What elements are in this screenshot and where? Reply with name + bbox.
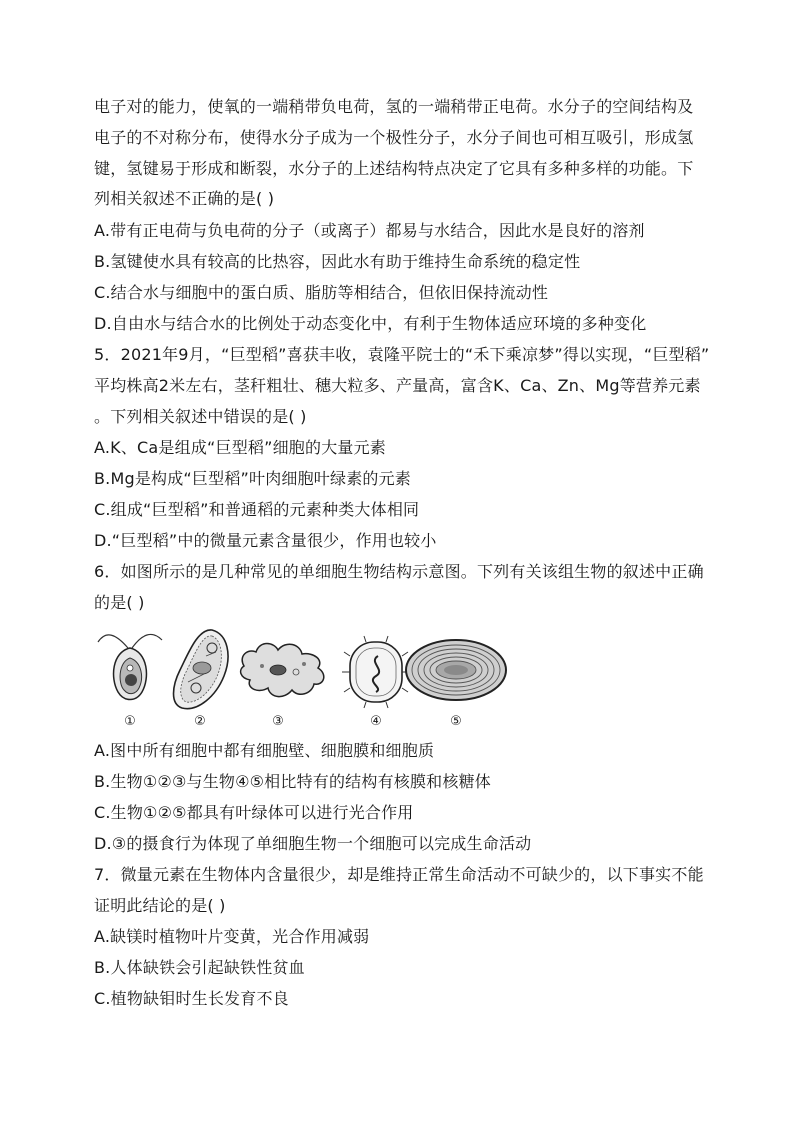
question-7-stem: 证明此结论的是( ) <box>94 896 226 915</box>
organism-label-3: ③ <box>272 714 284 729</box>
option-b: B.Mg是构成“巨型稻”叶肉细胞叶绿素的元素 <box>94 469 412 488</box>
option-d: D.自由水与结合水的比例处于动态变化中，有利于生物体适应环境的多种变化 <box>94 314 647 333</box>
text-line: 电子对的能力，使氧的一端稍带负电荷，氢的一端稍带正电荷。水分子的空间结构及 <box>94 97 694 116</box>
question-prompt: 列相关叙述不正确的是( ) <box>94 189 275 208</box>
option-b: B.生物①②③与生物④⑤相比特有的结构有核膜和核糖体 <box>94 772 491 791</box>
organism-label-5: ⑤ <box>450 714 462 729</box>
question-7-stem: 7．微量元素在生物体内含量很少，却是维持正常生命活动不可缺少的，以下事实不能 <box>94 865 704 884</box>
single-cell-organisms-figure <box>96 626 696 734</box>
chlamydomonas-drawing <box>96 626 166 714</box>
question-5-stem: 。下列相关叙述中错误的是( ) <box>94 407 307 426</box>
amoeba-drawing <box>234 626 334 714</box>
option-d: D.“巨型稻”中的微量元素含量很少，作用也较小 <box>94 531 437 550</box>
option-b: B.人体缺铁会引起缺铁性贫血 <box>94 958 305 977</box>
option-a: A.带有正电荷与负电荷的分子（或离子）都易与水结合，因此水是良好的溶剂 <box>94 221 645 240</box>
organism-5-figure <box>402 626 512 734</box>
option-a: A.缺镁时植物叶片变黄，光合作用减弱 <box>94 927 370 946</box>
option-c: C.结合水与细胞中的蛋白质、脂肪等相结合，但依旧保持流动性 <box>94 283 549 302</box>
text-line: 键，氢键易于形成和断裂，水分子的上述结构特点决定了它具有多种多样的功能。下 <box>94 159 694 178</box>
organism-label-2: ② <box>194 714 206 729</box>
organism-3-figure <box>234 626 334 734</box>
option-a: A.图中所有细胞中都有细胞壁、细胞膜和细胞质 <box>94 741 435 760</box>
option-c: C.生物①②⑤都具有叶绿体可以进行光合作用 <box>94 803 414 822</box>
organism-label-1: ① <box>124 714 136 729</box>
organism-label-4: ④ <box>370 714 382 729</box>
option-a: A.K、Ca是组成“巨型稻”细胞的大量元素 <box>94 438 386 457</box>
question-5-stem: 5．2021年9月，“巨型稻”喜获丰收，袁隆平院士的“禾下乘凉梦”得以实现，“巨型稻” <box>94 345 710 364</box>
cyanobacterium-drawing <box>402 626 512 714</box>
organism-1-figure <box>96 626 166 734</box>
question-5-stem: 平均株高2米左右，茎秆粗壮、穗大粒多、产量高，富含K、Ca、Zn、Mg等营养元素 <box>94 376 701 395</box>
text-line: 电子的不对称分布，使得水分子成为一个极性分子，水分子间也可相互吸引，形成氢 <box>94 128 694 147</box>
question-6-stem: 的是( ) <box>94 593 145 612</box>
paramecium-drawing <box>168 626 238 714</box>
organism-2-figure <box>168 626 238 734</box>
option-b: B.氢键使水具有较高的比热容，因此水有助于维持生命系统的稳定性 <box>94 252 581 271</box>
option-c: C.植物缺钼时生长发育不良 <box>94 989 289 1008</box>
question-6-stem: 6．如图所示的是几种常见的单细胞生物结构示意图。下列有关该组生物的叙述中正确 <box>94 562 704 581</box>
option-c: C.组成“巨型稻”和普通稻的元素种类大体相同 <box>94 500 420 519</box>
option-d: D.③的摄食行为体现了单细胞生物一个细胞可以完成生命活动 <box>94 834 532 853</box>
